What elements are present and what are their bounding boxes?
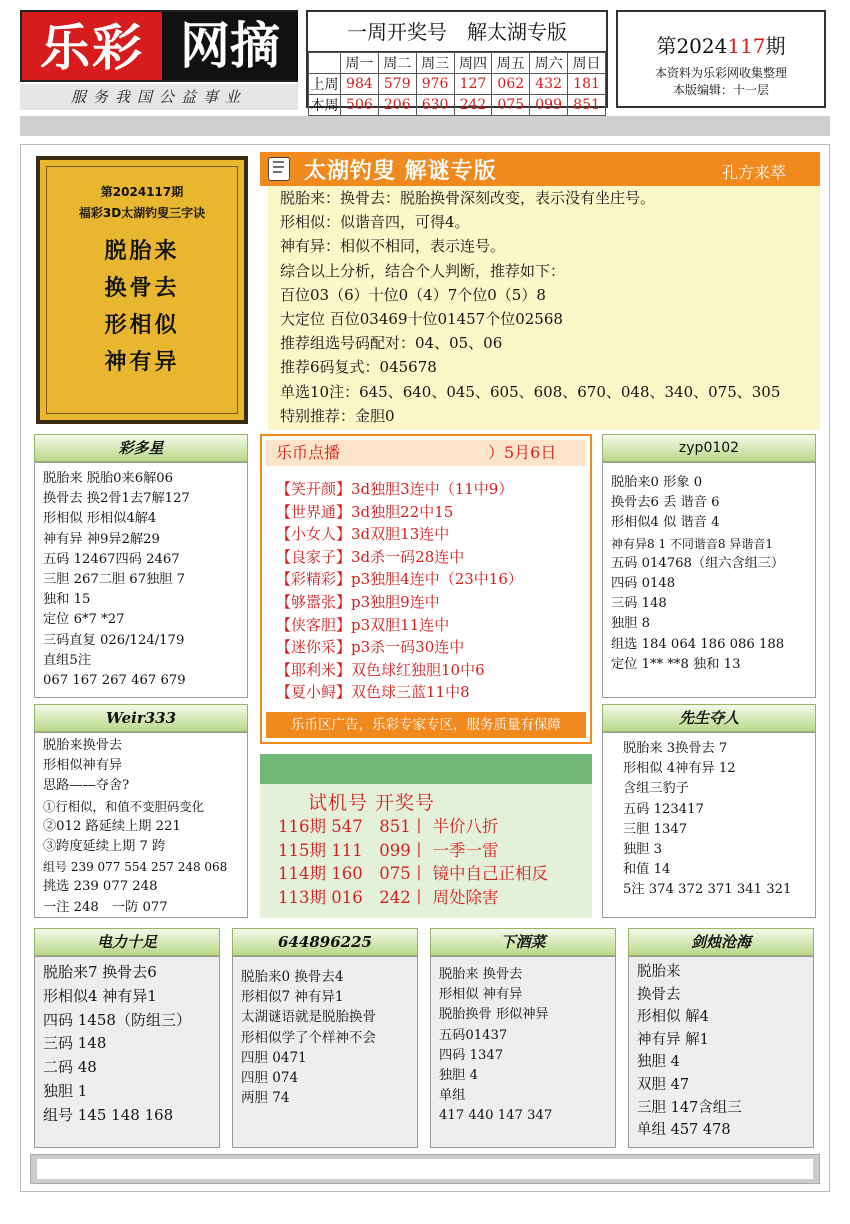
lebi-item-name: 【小女人】 xyxy=(276,525,352,544)
issue-box xyxy=(616,10,826,108)
riddle-line: 特别推荐：金胆0 xyxy=(280,406,395,425)
riddle-line: 形相似：似谐音四，可得4。 xyxy=(280,213,470,232)
trial-row: 113期 016 242丨 周处除害 xyxy=(278,887,499,907)
panel-title-644896225: 644896225 xyxy=(232,928,418,956)
logo-red-text: 乐彩 xyxy=(40,19,144,77)
slogan: 服务我国公益事业 xyxy=(20,84,298,110)
lebi-header xyxy=(266,440,586,466)
lebi-date: ）5月6日 xyxy=(488,443,557,462)
gold-subtitle: 福彩3D太湖钓叟三字诀 xyxy=(78,206,206,220)
lebi-item-text: 3d杀一码28连中 xyxy=(351,547,465,566)
riddle-line: 神有异：相似不相同，表示连号。 xyxy=(280,237,506,256)
lebi-panel xyxy=(260,434,592,744)
day-header: 周二 xyxy=(378,53,416,74)
lebi-item[interactable] xyxy=(276,568,523,591)
draw-number: 506 xyxy=(341,95,379,116)
panel-jianzhu: 脱胎来 换骨去 形相似 解4 神有异 解1 独胆 4 双胆 47 三胆 147含组三 单组 457 478 xyxy=(628,956,814,1148)
trial-row: 115期 111 099丨 一季一雷 xyxy=(278,840,499,860)
panel-title-weir: Weir333 xyxy=(34,704,248,732)
gold-poem-card xyxy=(36,156,248,424)
lebi-item[interactable] xyxy=(276,591,523,614)
draw-number: 099 xyxy=(530,95,568,116)
panel-title-jianzhu: 剑烛沧海 xyxy=(628,928,814,956)
weekly-draw-table xyxy=(308,52,606,116)
draw-number: 062 xyxy=(492,74,530,95)
last-week-label: 上周 xyxy=(309,74,341,95)
lebi-item-name: 【世界通】 xyxy=(276,502,352,521)
lebi-item-text: p3独胆4连中（23中16） xyxy=(351,570,523,589)
lebi-item[interactable] xyxy=(276,636,523,659)
lebi-item-name: 【够嚣张】 xyxy=(276,592,352,611)
lebi-item-text: 双色球三蓝11中8 xyxy=(351,683,470,702)
riddle-line: 百位03（6）十位0（4）7个位0（5）8 xyxy=(280,285,546,304)
panel-caiduoxing: 脱胎来 脱胎0来6解06 换骨去 换2骨1去7解127 形相似 形相似4解4 神有异 神9异2解29 五码 12467四码 2467 三胆 267二胆 67独胆 7 独和 15 定位 6*7 *27 三码直复 026/124/179 直组5注 067 167 267 467 679 xyxy=(34,462,248,698)
gold-poem: 脱胎来 换骨去 形相似 神有异 xyxy=(104,238,180,375)
panel-title-xiansheng: 先生夺人 xyxy=(602,704,816,732)
day-header: 周日 xyxy=(568,53,606,74)
riddle-header xyxy=(260,152,820,186)
lebi-item-text: 3d独胆22中15 xyxy=(351,502,454,521)
day-header: 周三 xyxy=(416,53,454,74)
panel-weir: 脱胎来换骨去 形相似神有异 思路——夺舍? ①行相似，和值不变胆码变化 ②012 路延续上期 221 ③跨度延续上期 7 跨 组号 239 077 554 257 248 068 挑选 239 077 248 一注 248 一防 077 xyxy=(34,732,248,918)
lebi-item-text: 双色球红独胆10中6 xyxy=(351,660,485,679)
draw-number: 242 xyxy=(454,95,492,116)
panel-zyp: 脱胎来0 形象 0 换骨去6 丢 谐音 6 形相似4 似 谐音 4 神有异8 1 不同谐音8 异谐音1 五码 014768（组六含组三） 四码 0148 三码 148 独胆 8 组选 184 064 186 086 188 定位 1** **8 独和 13 xyxy=(602,462,816,698)
draw-number: 432 xyxy=(530,74,568,95)
scroll-icon xyxy=(268,157,290,181)
lebi-item[interactable] xyxy=(276,614,523,637)
lebi-item-name: 【笑开颜】 xyxy=(276,480,352,498)
riddle-body xyxy=(268,186,820,430)
panel-xiansheng: 脱胎来 3换骨去 7 形相似 4神有异 12 含组三豹子 五码 123417 三胆 1347 独胆 3 和值 14 5注 374 372 371 341 321 xyxy=(602,732,816,918)
draw-number: 976 xyxy=(416,74,454,95)
lebi-item[interactable] xyxy=(276,501,523,524)
panel-xiajiu: 脱胎来 换骨去 形相似 神有异 脱胎换骨 形似神异 五码01437 四码 1347 独胆 4 单组 417 440 147 347 xyxy=(430,956,616,1148)
draw-number: 984 xyxy=(341,74,379,95)
panel-title-zyp: zyp0102 xyxy=(602,434,816,462)
panel-title-dianli: 电力十足 xyxy=(34,928,220,956)
draw-number: 851 xyxy=(568,95,606,116)
gold-issue: 第2024117期 xyxy=(100,185,184,199)
draw-number: 630 xyxy=(416,95,454,116)
green-bar xyxy=(260,754,592,784)
trial-row: 116期 547 851丨 半价八折 xyxy=(278,817,499,836)
panel-title-xiajiu: 下酒菜 xyxy=(430,928,616,956)
lebi-item-name: 【侠客胆】 xyxy=(276,615,352,634)
lebi-item-name: 【夏小鲟】 xyxy=(276,683,352,702)
lebi-item[interactable] xyxy=(276,523,523,546)
lebi-item-text: p3独胆9连中 xyxy=(351,592,440,611)
lebi-item-name: 【良家子】 xyxy=(276,547,352,566)
day-header: 周一 xyxy=(341,53,379,74)
draw-number: 127 xyxy=(454,74,492,95)
day-header: 周四 xyxy=(454,53,492,74)
draw-number: 206 xyxy=(378,95,416,116)
riddle-line: 大定位 百位03469十位01457个位02568 xyxy=(280,310,563,329)
lebi-item-name: 【彩精彩】 xyxy=(276,570,352,589)
riddle-line: 综合以上分析，结合个人判断，推荐如下： xyxy=(280,261,566,280)
riddle-line: 单选10注：645、640、045、605、608、670、048、340、075、305 xyxy=(280,382,781,401)
riddle-line: 脱胎来：换骨去：脱胎换骨深刻改变，表示没有坐庄号。 xyxy=(280,189,656,207)
lebi-footer: 乐币区广告，乐彩专家专区，服务质量有保障 xyxy=(266,712,586,738)
lebi-item-name: 【耶利米】 xyxy=(276,660,352,679)
lebi-item-text: p3双胆11连中 xyxy=(351,615,450,634)
panel-644896225: 脱胎来0 换骨去4 形相似7 神有异1 太湖谜语就是脱胎换骨 形相似学了个样神不会 四胆 0471 四胆 074 两胆 74 xyxy=(232,956,418,1148)
footer-bar xyxy=(30,1154,820,1184)
logo-black-text: 网摘 xyxy=(162,12,298,80)
lebi-item[interactable] xyxy=(276,546,523,569)
issue-note: 本资料为乐彩网收集整理 本版编辑：十一层 xyxy=(654,66,787,97)
weekly-draw-title: 一周开奖号 解太湖专版 xyxy=(308,12,606,52)
issue-number: 第2024117期 xyxy=(656,34,786,58)
draw-number: 075 xyxy=(492,95,530,116)
panel-dianli: 脱胎来7 换骨去6 形相似4 神有异1 四码 1458（防组三） 三码 148 二码 48 独胆 1 组号 145 148 168 xyxy=(34,956,220,1148)
weekly-draw-box xyxy=(306,10,608,114)
lebi-item[interactable] xyxy=(276,681,523,704)
draw-number: 181 xyxy=(568,74,606,95)
day-header: 周五 xyxy=(492,53,530,74)
lebi-list xyxy=(276,478,523,704)
lebi-item-text: p3杀一码30连中 xyxy=(351,638,465,657)
trial-number-panel xyxy=(260,784,592,918)
riddle-title: 太湖钓叟 解谜专版 xyxy=(304,158,497,184)
this-week-label: 本周 xyxy=(309,95,341,116)
trial-title: 试机号 开奖号 xyxy=(308,792,436,814)
riddle-author: 孔方来萃 xyxy=(721,163,786,182)
draw-number: 579 xyxy=(378,74,416,95)
riddle-line: 推荐组选号码配对：04、05、06 xyxy=(280,334,503,353)
trial-row: 114期 160 075丨 镜中自己正相反 xyxy=(278,864,548,883)
lebi-item-text: 3d独胆3连中（11中9） xyxy=(351,480,514,498)
lebi-item[interactable] xyxy=(276,478,523,501)
panel-title-caiduoxing: 彩多星 xyxy=(34,434,248,462)
lebi-title: 乐币点播 xyxy=(276,443,341,462)
day-header: 周六 xyxy=(530,53,568,74)
lebi-item-text: 3d双胆13连中 xyxy=(351,525,450,544)
site-logo xyxy=(20,10,298,82)
divider-bar xyxy=(20,116,830,136)
lebi-item-name: 【迷你采】 xyxy=(276,638,352,657)
lebi-item[interactable] xyxy=(276,659,523,682)
riddle-line: 推荐6码复式：045678 xyxy=(280,358,437,377)
